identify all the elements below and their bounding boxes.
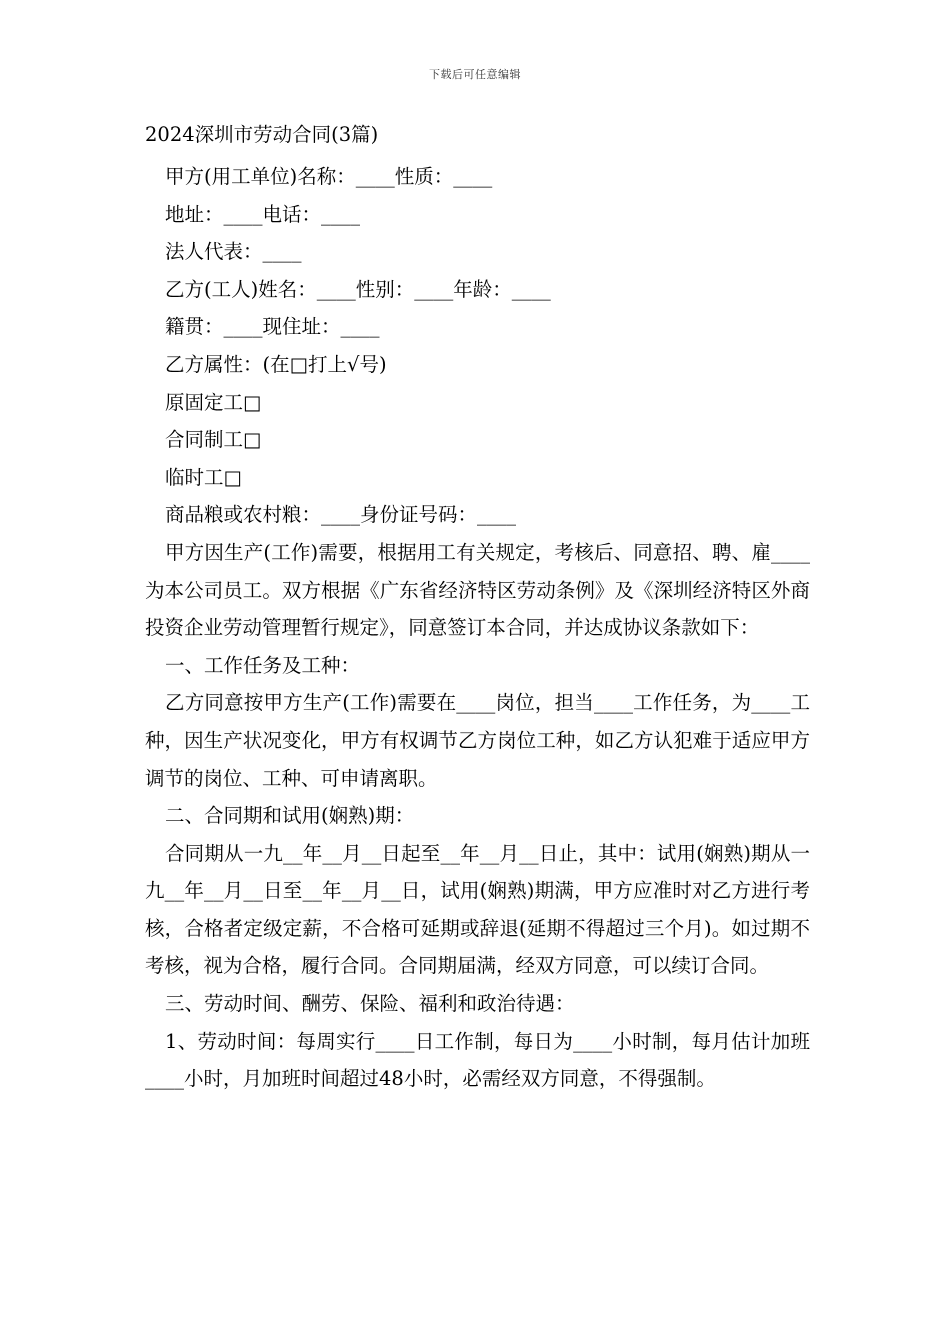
- option-permanent-worker: 原固定工□: [165, 390, 262, 414]
- header-note: 下载后可任意编辑: [429, 68, 521, 81]
- paragraph-intro: 甲方因生产(工作)需要，根据用工有关规定，考核后、同意招、聘、雇____为本公司员工。双方根据《广东省经济特区劳动条例》及《深圳经济特区外商投资企业劳动管理暂行规定》，同意签订本合同，并达成协议条款如下：: [145, 540, 810, 640]
- field-native-place: 籍贯：____现住址：____: [165, 315, 380, 339]
- field-legal-rep: 法人代表：____: [165, 240, 302, 264]
- paragraph-section-1: 乙方同意按甲方生产(工作)需要在____岗位，担当____工作任务，为____工种，因生产状况变化，甲方有权调节乙方岗位工种，如乙方认犯难于适应甲方调节的岗位、工种、可申请离职。: [145, 691, 810, 790]
- document-body: [145, 120, 810, 1098]
- field-party-b-attribute: 乙方属性：(在□打上√号): [165, 352, 387, 376]
- paragraph-section-3-1: 1、劳动时间：每周实行____日工作制，每日为____小时制，每月估计加班____小时，月加班时间超过48小时，必需经双方同意，不得强制。: [145, 1029, 810, 1091]
- field-party-a-name: 甲方(用工单位)名称：____性质：____: [165, 165, 493, 188]
- paragraph-section-2: 合同期从一九__年__月__日起至__年__月__日止，其中：试用(娴熟)期从一九__年__月__日至__年__月__日，试用(娴熟)期满，甲方应准时对乙方进行考核，合格者定级定薪，不合格可延期或辞退(延期不得超过三个月)。如过期不考核，视为合格，履行合同。合同期届满，经双方同意，可以续订合同。: [145, 841, 810, 978]
- section-heading-3: 三、劳动时间、酬劳、保险、福利和政治待遇：: [165, 992, 575, 1016]
- option-contract-worker: 合同制工□: [165, 428, 262, 452]
- field-party-b-name: 乙方(工人)姓名：____性别：____年龄：____: [165, 277, 551, 301]
- field-grain-id: 商品粮或农村粮：____身份证号码：____: [165, 503, 517, 527]
- section-heading-1: 一、工作任务及工种：: [165, 653, 361, 677]
- field-address: 地址：____电话：____: [165, 202, 361, 226]
- document-title: 2024深圳市劳动合同(3篇): [145, 123, 379, 146]
- section-heading-2: 二、合同期和试用(娴熟)期：: [165, 804, 415, 828]
- option-temporary-worker: 临时工□: [165, 465, 242, 489]
